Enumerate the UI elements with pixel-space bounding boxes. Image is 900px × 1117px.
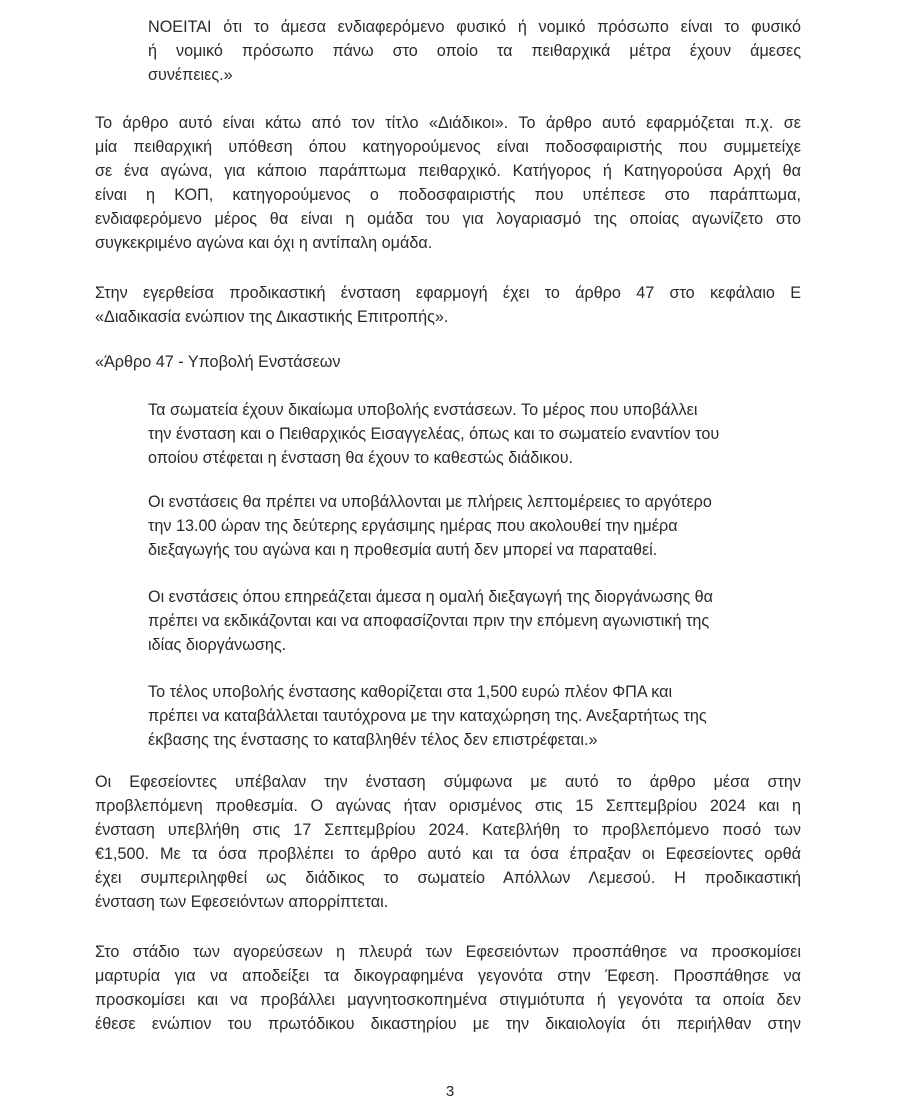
objection-applicable-paragraph: [95, 281, 801, 329]
quote-end-paragraph: [148, 15, 801, 87]
text-line: την 13.00 ώραν της δεύτερης εργάσιμης ημέρας που ακολουθεί την ημέρα: [148, 517, 678, 535]
text-line: την ένσταση και ο Πειθαρχικός Εισαγγελέας, όπως και το σωματείο εναντίον του: [148, 425, 720, 443]
text-line: μία πειθαρχική υπόθεση όπου κατηγορούμενος είναι ποδοσφαιριστής που συμμετείχε: [95, 138, 801, 156]
text-line: Τα σωματεία έχουν δικαίωμα υποβολής ενστάσεων. Το μέρος που υποβάλλει: [148, 401, 698, 419]
article-47-heading: [95, 350, 801, 374]
text-line: «Άρθρο 47 - Υποβολή Ενστάσεων: [95, 353, 341, 371]
text-line: Οι Εφεσείοντες υπέβαλαν την ένσταση σύμφωνα με αυτό το άρθρο μέσα στην: [95, 773, 801, 791]
text-line: σε ένα αγώνα, για κάποιο παράπτωμα πειθαρχικό. Κατήγορος ή Κατηγορούσα Αρχή θα: [95, 162, 801, 180]
text-line: ένσταση των Εφεσειόντων απορρίπτεται.: [95, 893, 389, 911]
text-line: ή νομικό πρόσωπο πάνω στο οποίο τα πειθαρχικά μέτρα έχουν άμεσες: [148, 42, 801, 60]
text-line: προσκομίσει και να προβάλλει μαγνητοσκοπημένα στιγμιότυπα ή γεγονότα τα οποία δεν: [95, 991, 801, 1009]
text-line: οποίου στέφεται η ένσταση θα έχουν το καθεστώς διάδικου.: [148, 449, 574, 467]
text-line: έχει συμπεριληφθεί ως διάδικος το σωματείο Απόλλων Λεμεσού. Η προδικαστική: [95, 869, 801, 887]
page-number: 3: [445, 1083, 455, 1100]
text-line: €1,500. Με τα όσα προβλέπει το άρθρο αυτό και τα όσα έπραξαν οι Εφεσείοντες ορθά: [95, 845, 801, 863]
text-line: ενδιαφερόμενο μέρος θα είναι η ομάδα του για λογαριασμό της οποίας αγωνίζετο στο: [95, 210, 801, 228]
text-line: συνέπειες.»: [148, 66, 233, 84]
text-line: μαρτυρία για να αποδείξει τα δικογραφημένα γεγονότα στην Έφεση. Προσπάθησε να: [95, 967, 801, 985]
article-47-paragraph-1: [148, 398, 803, 470]
text-line: Το άρθρο αυτό είναι κάτω από τον τίτλο «Διάδικοι». Το άρθρο αυτό εφαρμόζεται π.χ. σε: [95, 114, 801, 132]
text-line: «Διαδικασία ενώπιον της Δικαστικής Επιτροπής».: [95, 308, 449, 326]
text-line: Οι ενστάσεις όπου επηρεάζεται άμεσα η ομαλή διεξαγωγή της διοργάνωσης θα: [148, 588, 714, 606]
article-47-paragraph-3: [148, 585, 803, 657]
article-47-paragraph-2: [148, 490, 803, 562]
appellants-objection-paragraph: [95, 770, 801, 914]
text-line: ΝΟΕΙΤΑΙ ότι το άμεσα ενδιαφερόμενο φυσικό ή νομικό πρόσωπο είναι το φυσικό: [148, 18, 801, 36]
text-line: πρέπει να εκδικάζονται και να αποφασίζονται πριν την επόμενη αγωνιστική της: [148, 612, 710, 630]
article-47-paragraph-4: [148, 680, 803, 752]
text-line: Στην εγερθείσα προδικαστική ένσταση εφαρμογή έχει το άρθρο 47 στο κεφάλαιο Ε: [95, 284, 801, 302]
text-line: έθεσε ενώπιον του πρωτόδικου δικαστηρίου με την δικαιολογία ότι περιήλθαν στην: [95, 1015, 801, 1033]
text-line: είναι η ΚΟΠ, κατηγορούμενος ο ποδοσφαιριστής που υπέπεσε στο παράπτωμα,: [95, 186, 801, 204]
text-line: πρέπει να καταβάλλεται ταυτόχρονα με την καταχώρηση της. Ανεξαρτήτως της: [148, 707, 707, 725]
pleadings-stage-paragraph: [95, 940, 801, 1036]
text-line: ένσταση υπεβλήθη στις 17 Σεπτεμβρίου 2024. Κατεβλήθη το προβλεπόμενο ποσό των: [95, 821, 801, 839]
text-line: συγκεκριμένο αγώνα και όχι η αντίπαλη ομάδα.: [95, 234, 433, 252]
text-line: ιδίας διοργάνωσης.: [148, 636, 287, 654]
text-line: Στο στάδιο των αγορεύσεων η πλευρά των Εφεσειόντων προσπάθησε να προσκομίσει: [95, 943, 801, 961]
text-line: διεξαγωγής του αγώνα και η προθεσμία αυτή δεν μπορεί να παραταθεί.: [148, 541, 658, 559]
text-line: έκβασης της ένστασης το καταβληθέν τέλος δεν επιστρέφεται.»: [148, 731, 598, 749]
text-line: προβλεπόμενη προθεσμία. Ο αγώνας ήταν ορισμένος στις 15 Σεπτεμβρίου 2024 και η: [95, 797, 801, 815]
article-explanation-paragraph: [95, 111, 801, 255]
text-line: Οι ενστάσεις θα πρέπει να υποβάλλονται με πλήρεις λεπτομέρειες το αργότερο: [148, 493, 712, 511]
text-line: Το τέλος υποβολής ένστασης καθορίζεται στα 1,500 ευρώ πλέον ΦΠΑ και: [148, 683, 673, 701]
